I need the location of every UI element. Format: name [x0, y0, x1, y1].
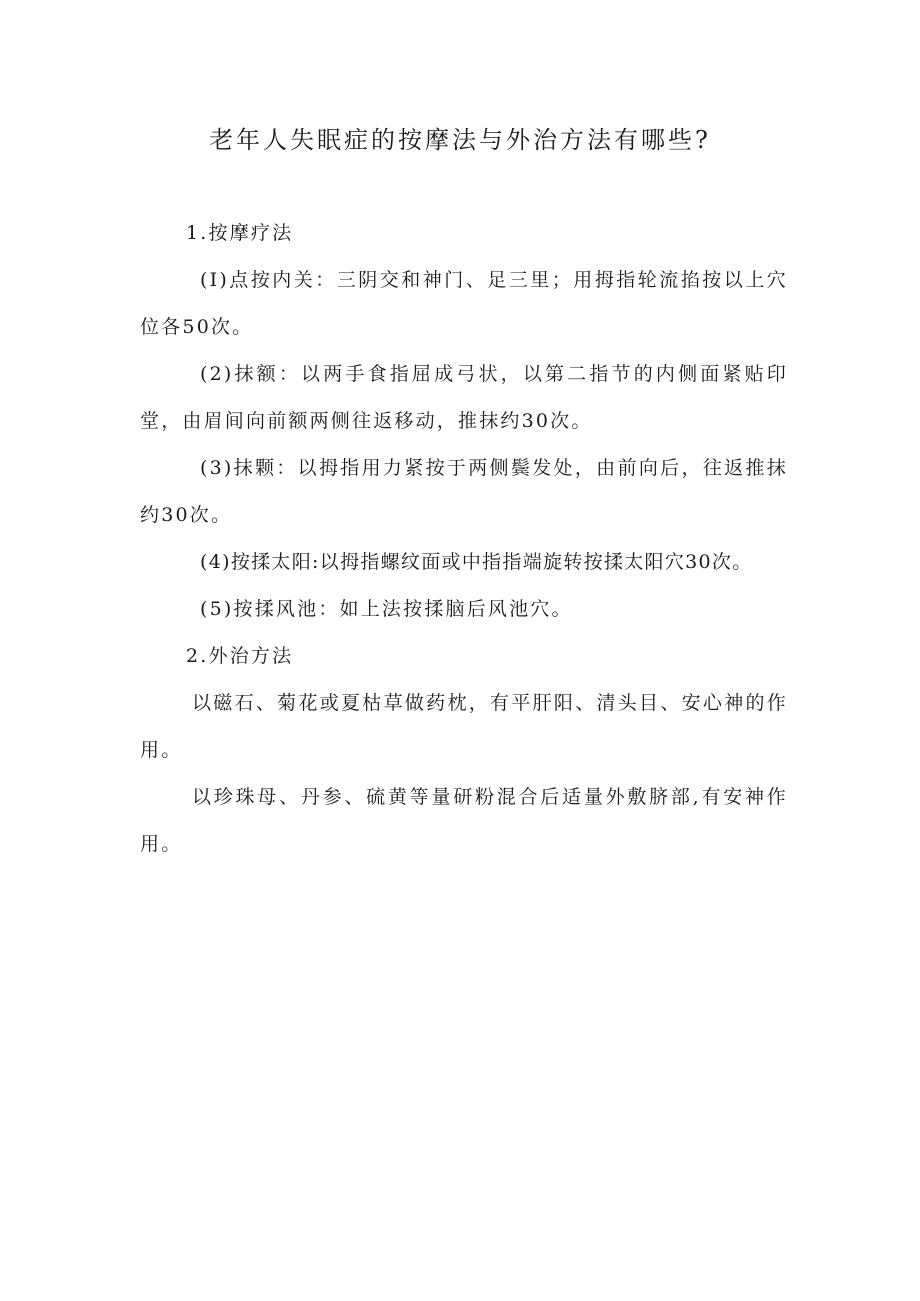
massage-item-1: (I)点按内关：三阴交和神门、足三里；用拇指轮流掐按以上穴位各50次。: [140, 269, 788, 338]
massage-item-2: (2)抹额：以两手食指屈成弓状，以第二指节的内侧面紧贴印堂，由眉间向前额两侧往返移动，推抹约30次。: [140, 363, 788, 432]
section-heading-massage: 1.按摩疗法: [186, 222, 294, 244]
massage-item-4: (4)按揉太阳:以拇指螺纹面或中指指端旋转按揉太阳穴30次。: [200, 551, 753, 573]
section-heading-external: 2.外治方法: [186, 645, 294, 667]
document-title: 老年人失眠症的按摩法与外治方法有哪些?: [209, 126, 711, 154]
massage-item-5: (5)按揉风池：如上法按揉脑后风池穴。: [200, 598, 573, 620]
massage-item-3: (3)抹颗：以拇指用力紧按于两侧鬓发处，由前向后，往返推抹约30次。: [140, 457, 788, 526]
external-paragraph-2: 以珍珠母、丹参、硫黄等量研粉混合后适量外敷脐部,有安神作用。: [140, 786, 788, 855]
document-body: [140, 210, 788, 868]
external-paragraph-1: 以磁石、菊花或夏枯草做药枕，有平肝阳、清头目、安心神的作用。: [140, 692, 788, 761]
